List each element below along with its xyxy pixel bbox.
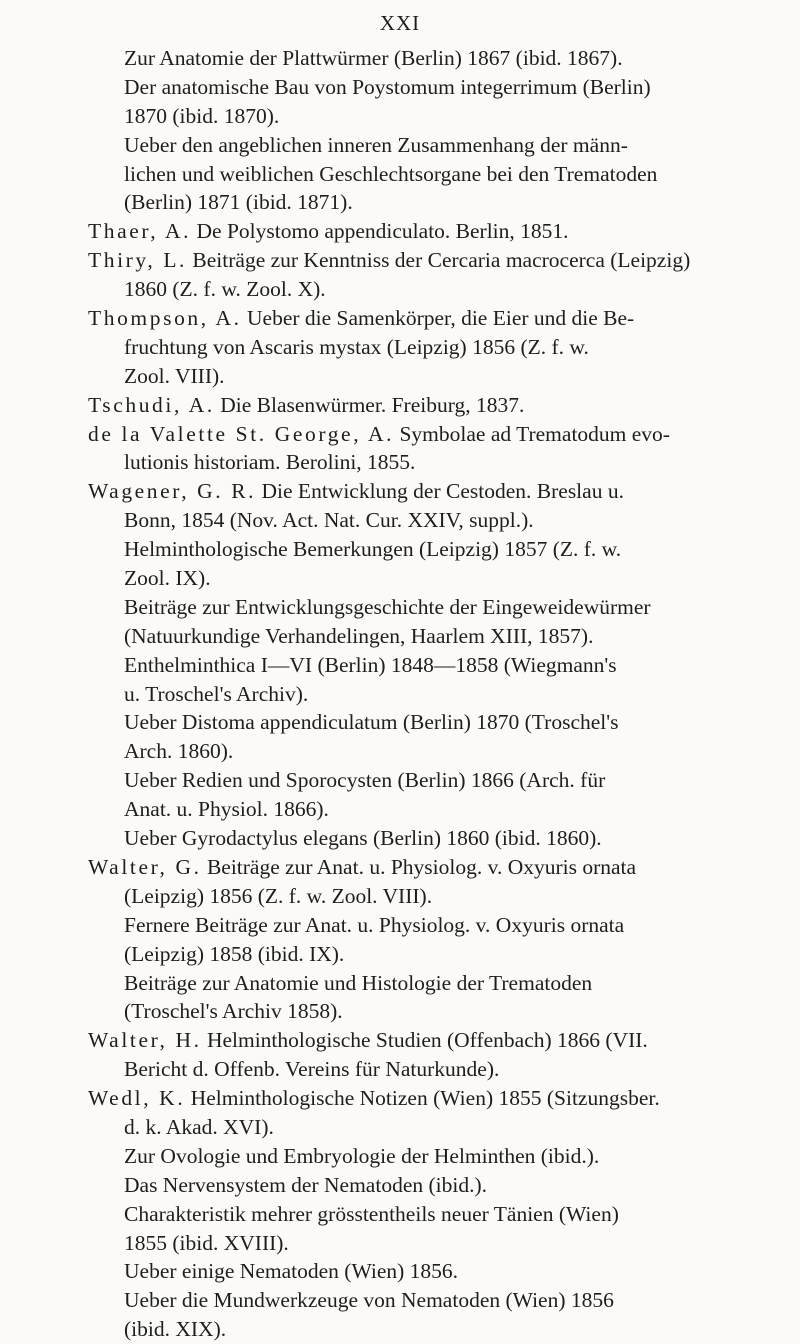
entry-text: Ueber Gyrodactylus elegans (Berlin) 1860 (ibid. 1860).	[124, 826, 602, 851]
entry-text: De Polystomo appendiculato. Berlin, 1851.	[191, 219, 569, 244]
bibliography-line	[88, 1055, 778, 1084]
bibliography-line	[88, 622, 778, 651]
entry-text: Fernere Beiträge zur Anat. u. Physiolog. v. Oxyuris ornata	[124, 912, 625, 937]
entry-text: Ueber die Samenkörper, die Eier und die Be-	[241, 306, 635, 331]
author-name: Walter, G.	[88, 854, 202, 879]
entry-text: lutionis historiam. Berolini, 1855.	[124, 450, 416, 475]
bibliography-line	[88, 477, 778, 506]
bibliography-line	[88, 997, 778, 1026]
entry-text: 1860 (Z. f. w. Zool. X).	[124, 277, 326, 302]
entry-text: Die Entwicklung der Cestoden. Breslau u.	[256, 479, 624, 504]
entry-text: Anat. u. Physiol. 1866).	[124, 797, 329, 822]
bibliography-line	[88, 506, 778, 535]
author-name: de la Valette St. George, A.	[88, 421, 395, 446]
entry-text: 1870 (ibid. 1870).	[124, 103, 280, 128]
entry-text: Zur Anatomie der Plattwürmer (Berlin) 1867 (ibid. 1867).	[124, 46, 623, 70]
bibliography-line	[88, 564, 778, 593]
entry-text: u. Troschel's Archiv).	[124, 681, 309, 706]
entry-text: (Natuurkundige Verhandelingen, Haarlem XIII, 1857).	[124, 623, 594, 648]
entry-text: Enthelminthica I—VI (Berlin) 1848—1858 (Wiegmann's	[124, 652, 617, 677]
bibliography-line	[88, 362, 778, 391]
entry-text: lichen und weiblichen Geschlechtsorgane bei den Trematoden	[124, 161, 658, 186]
entry-text: Beiträge zur Anat. u. Physiolog. v. Oxyuris ornata	[201, 854, 637, 879]
entry-text: Bonn, 1854 (Nov. Act. Nat. Cur. XXIV, suppl.).	[124, 508, 534, 533]
entry-text: (Leipzig) 1858 (ibid. IX).	[124, 941, 345, 966]
bibliography-line	[88, 593, 778, 622]
entry-text: Das Nervensystem der Nematoden (ibid.).	[124, 1172, 488, 1197]
bibliography-line	[88, 1084, 778, 1113]
bibliography-line	[88, 651, 778, 680]
bibliography-line	[88, 188, 778, 217]
bibliography-line	[88, 102, 778, 131]
entry-text: Ueber Redien und Sporocysten (Berlin) 1866 (Arch. für	[124, 768, 606, 793]
bibliography-line	[88, 882, 778, 911]
author-name: Walter, H.	[88, 1028, 202, 1053]
bibliography-line	[88, 420, 778, 449]
entry-text: Symbolae ad Trematodum evo-	[394, 421, 670, 446]
entry-text: Ueber den angeblichen inneren Zusammenhang der männ-	[124, 132, 628, 157]
bibliography-line	[88, 131, 778, 160]
entry-text: (Berlin) 1871 (ibid. 1871).	[124, 190, 353, 215]
entry-text: Zool. IX).	[124, 566, 211, 591]
bibliography-line	[88, 73, 778, 102]
bibliography-line	[88, 737, 778, 766]
entry-text: 1855 (ibid. XVIII).	[124, 1230, 289, 1255]
entry-text: Beiträge zur Kenntniss der Cercaria macrocerca (Leipzig)	[187, 248, 691, 273]
bibliography-line	[88, 304, 778, 333]
entry-text: Die Blasenwürmer. Freiburg, 1837.	[214, 392, 525, 417]
entry-text: Helminthologische Studien (Offenbach) 1866 (VII.	[201, 1028, 648, 1053]
bibliography-line	[88, 1229, 778, 1258]
author-name: Tschudi, A.	[88, 392, 215, 417]
bibliography-line	[88, 1171, 778, 1200]
bibliography-line	[88, 535, 778, 564]
entry-text: Bericht d. Offenb. Vereins für Naturkunde).	[124, 1057, 500, 1082]
bibliography-line	[88, 333, 778, 362]
bibliography-line	[88, 1026, 778, 1055]
entry-text: Helminthologische Notizen (Wien) 1855 (Sitzungsber.	[185, 1086, 660, 1111]
entry-text: Zool. VIII).	[124, 363, 225, 388]
bibliography-line	[88, 911, 778, 940]
author-name: Wagener, G. R.	[88, 479, 257, 504]
author-name: Thompson, A.	[88, 306, 242, 331]
bibliography-line	[88, 217, 778, 246]
entry-text: Ueber Distoma appendiculatum (Berlin) 1870 (Troschel's	[124, 710, 619, 735]
author-name: Thiry, L.	[88, 248, 188, 273]
bibliography-line	[88, 1142, 778, 1171]
bibliography-line	[88, 1257, 778, 1286]
entry-text: Ueber die Mundwerkzeuge von Nematoden (Wien) 1856	[124, 1288, 614, 1313]
entry-text: Arch. 1860).	[124, 739, 234, 764]
bibliography-line	[88, 824, 778, 853]
entry-text: d. k. Akad. XVI).	[124, 1114, 274, 1139]
entry-text: (ibid. XIX).	[124, 1317, 227, 1342]
bibliography-line	[88, 246, 778, 275]
entry-text: (Troschel's Archiv 1858).	[124, 999, 343, 1024]
page-number: XXI	[379, 11, 421, 35]
entry-text: Charakteristik mehrer grösstentheils neuer Tänien (Wien)	[124, 1201, 619, 1226]
bibliography-line	[88, 448, 778, 477]
bibliography-line	[88, 940, 778, 969]
bibliography-line	[88, 766, 778, 795]
entry-text: Der anatomische Bau von Poystomum integerrimum (Berlin)	[124, 74, 651, 99]
entry-text: Helminthologische Bemerkungen (Leipzig) 1857 (Z. f. w.	[124, 537, 622, 562]
bibliography-line	[88, 275, 778, 304]
entry-text: Beiträge zur Entwicklungsgeschichte der Eingeweidewürmer	[124, 594, 651, 619]
entry-text: (Leipzig) 1856 (Z. f. w. Zool. VIII).	[124, 883, 433, 908]
bibliography-line	[88, 680, 778, 709]
bibliography-list	[88, 44, 778, 1344]
bibliography-line	[88, 1113, 778, 1142]
bibliography-line	[88, 969, 778, 998]
bibliography-line	[88, 853, 778, 882]
bibliography-line	[88, 1315, 778, 1344]
author-name: Thaer, A.	[88, 219, 192, 244]
bibliography-line	[88, 708, 778, 737]
bibliography-line	[88, 391, 778, 420]
bibliography-line	[88, 44, 778, 73]
entry-text: fruchtung von Ascaris mystax (Leipzig) 1856 (Z. f. w.	[124, 334, 589, 359]
bibliography-line	[88, 1286, 778, 1315]
entry-text: Ueber einige Nematoden (Wien) 1856.	[124, 1259, 459, 1284]
bibliography-line	[88, 160, 778, 189]
bibliography-line	[88, 795, 778, 824]
bibliography-line	[88, 1200, 778, 1229]
entry-text: Beiträge zur Anatomie und Histologie der Trematoden	[124, 970, 593, 995]
author-name: Wedl, K.	[88, 1086, 186, 1111]
entry-text: Zur Ovologie und Embryologie der Helminthen (ibid.).	[124, 1143, 600, 1168]
